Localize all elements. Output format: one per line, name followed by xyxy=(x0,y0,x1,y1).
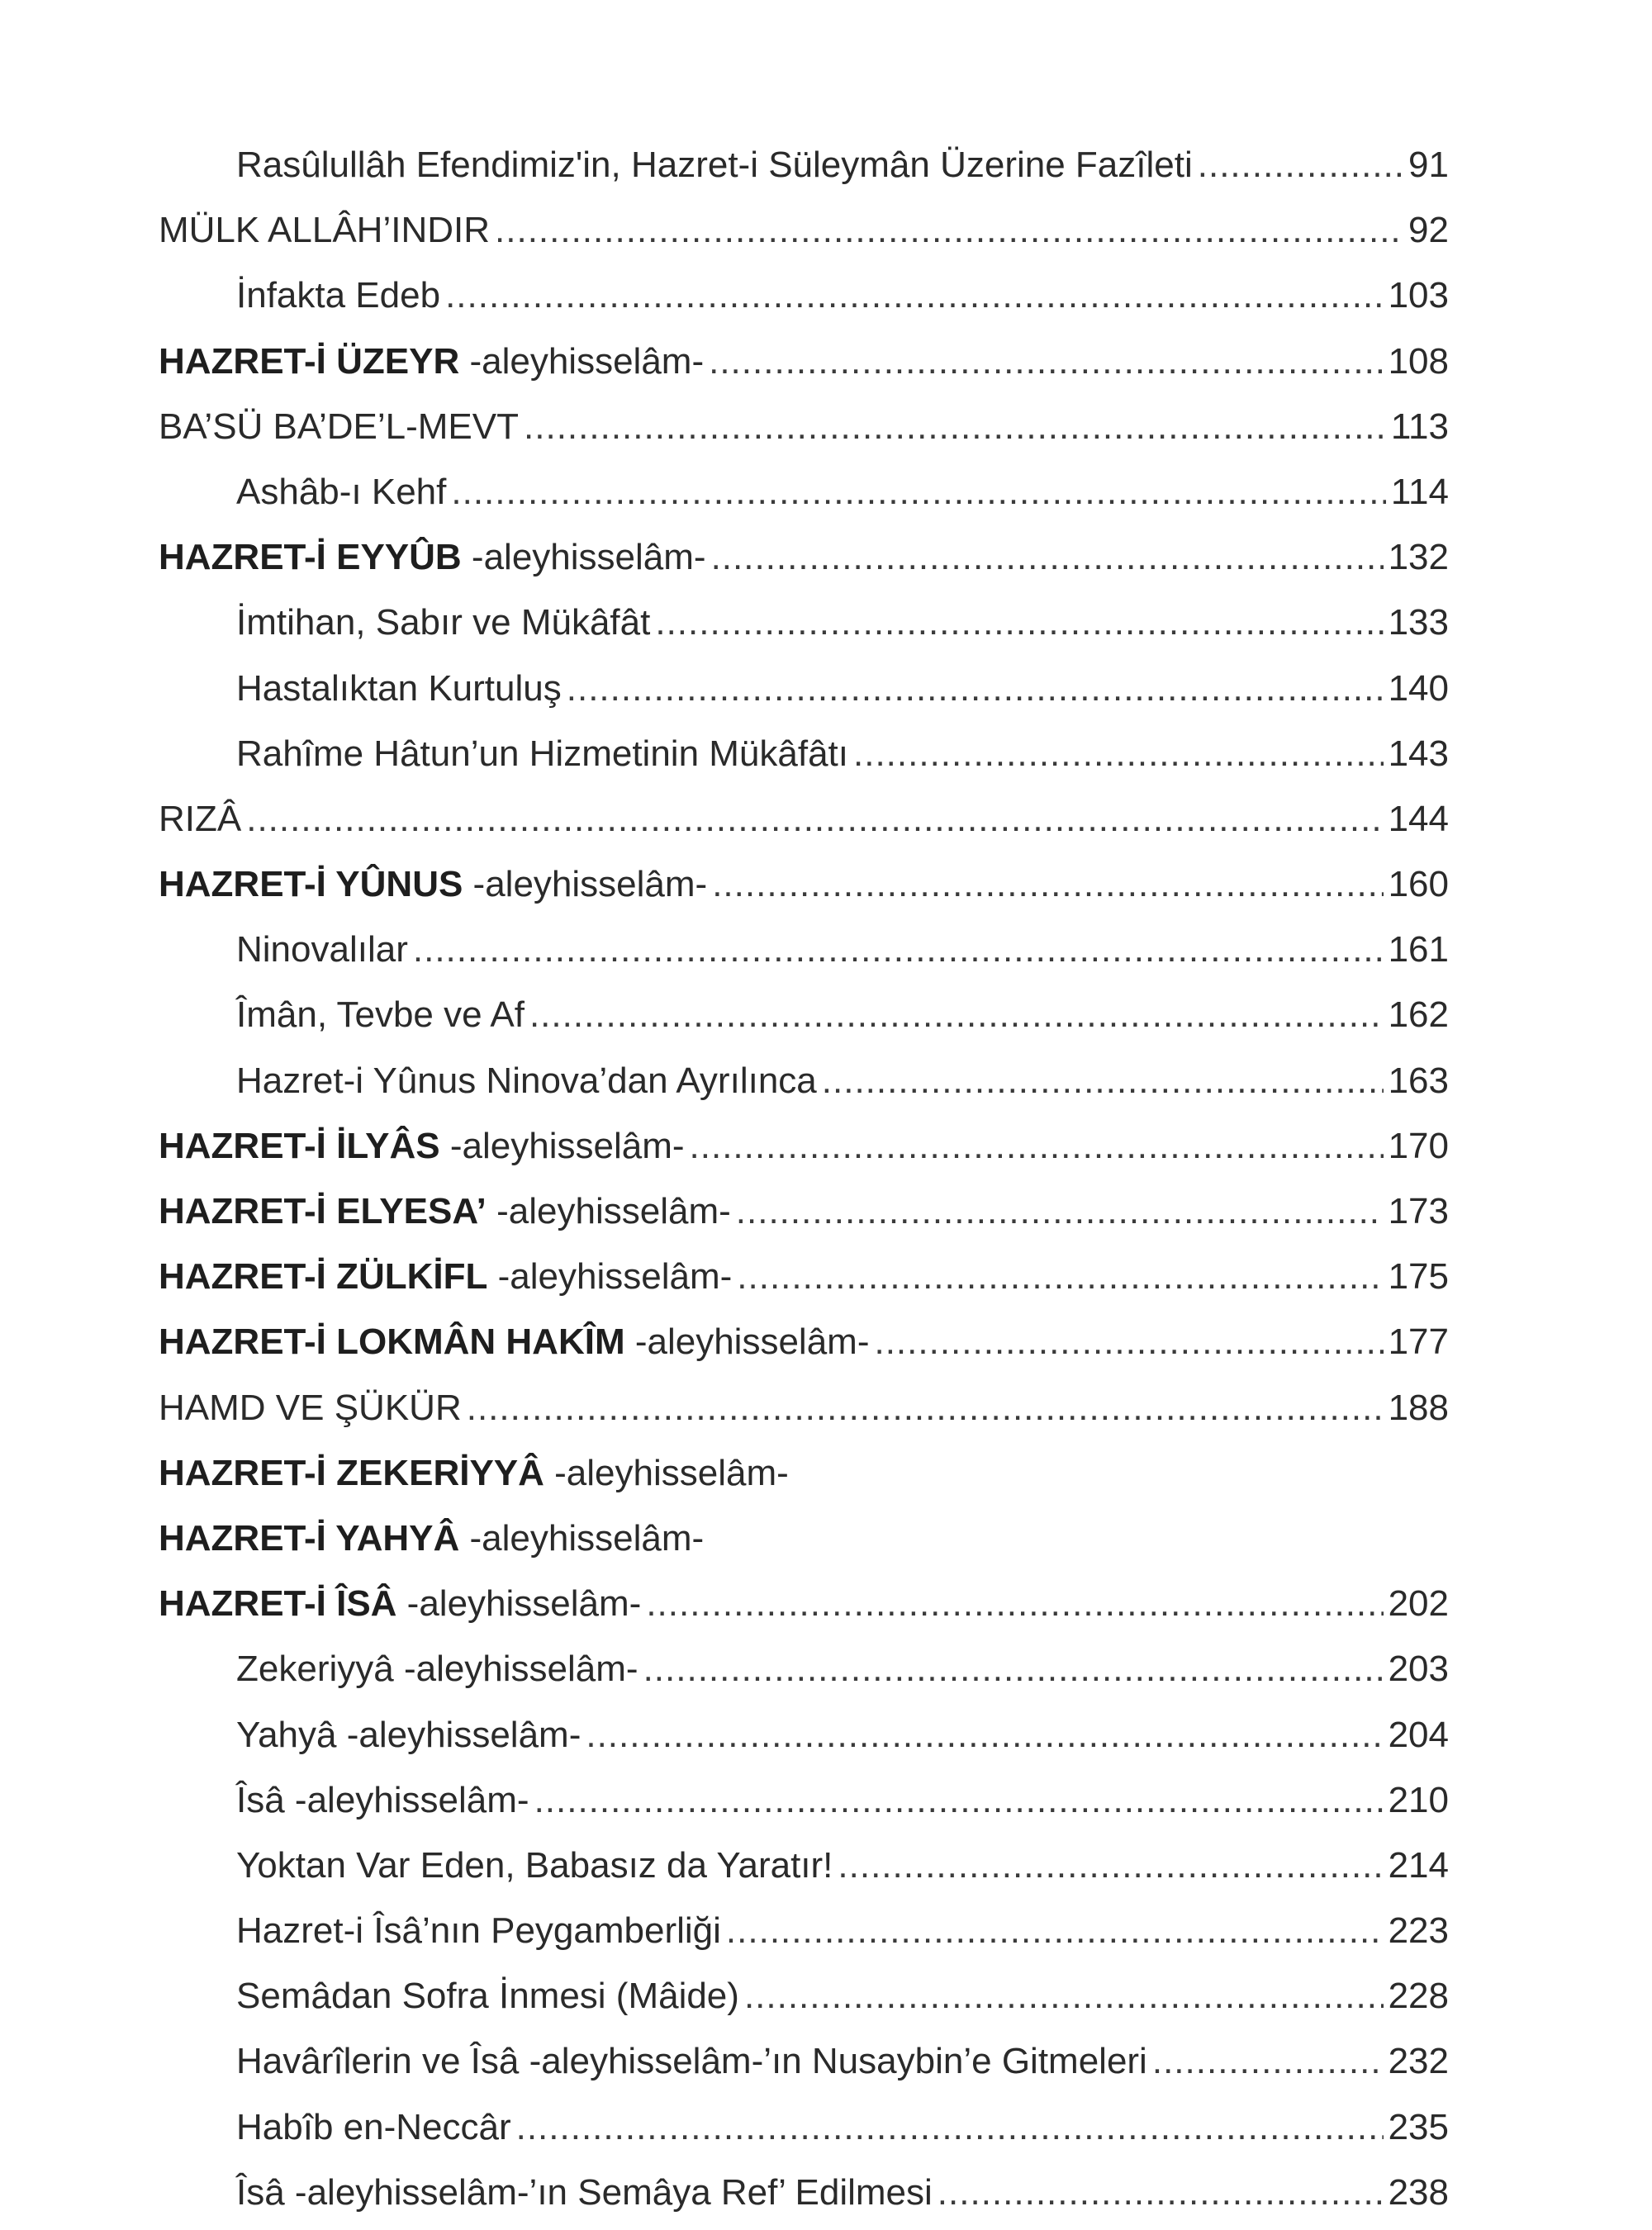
toc-entry xyxy=(159,2095,1449,2160)
entry-title-normal: Rasûlullâh Efendimiz'in, Hazret-i Süleymân Üzerine Fazîleti xyxy=(236,145,1193,185)
dot-leader xyxy=(853,721,1384,786)
entry-title xyxy=(236,1048,817,1113)
entry-title xyxy=(236,982,525,1047)
dot-leader xyxy=(874,1309,1383,1374)
entry-title xyxy=(159,329,704,394)
dot-leader xyxy=(736,1179,1384,1244)
entry-title-normal: Ninovalılar xyxy=(236,929,408,970)
entry-title-normal: -aleyhisselâm- xyxy=(439,1125,685,1166)
toc-entry xyxy=(159,1048,1449,1113)
entry-title-normal: -aleyhisselâm- xyxy=(396,1583,642,1625)
page-number: 161 xyxy=(1388,929,1449,970)
page-number: 92 xyxy=(1408,210,1449,251)
dot-leader xyxy=(646,1571,1383,1636)
entry-title xyxy=(236,917,408,982)
dot-leader xyxy=(495,197,1403,263)
entry-title xyxy=(236,2028,1147,2094)
entry-title-bold: HAZRET-İ EYYÛB xyxy=(159,537,462,578)
dot-leader xyxy=(1198,132,1403,197)
toc-entry xyxy=(159,1244,1449,1309)
entry-title xyxy=(236,656,562,721)
entry-title-bold: HAZRET-İ ZÜLKİFL xyxy=(159,1256,488,1298)
dot-leader xyxy=(1152,2028,1384,2094)
page-number: 173 xyxy=(1388,1191,1449,1231)
entry-title-normal: Îsâ -aleyhisselâm-’ın Semâya Ref’ Edilmesi xyxy=(236,2171,933,2213)
entry-title-normal: Yoktan Var Eden, Babasız da Yaratır! xyxy=(236,1844,833,1886)
toc-entry xyxy=(159,459,1449,524)
page-number: 91 xyxy=(1408,145,1449,185)
entry-title xyxy=(159,1244,732,1309)
entry-title xyxy=(236,2095,511,2160)
page-number: 140 xyxy=(1388,667,1449,709)
entry-title-normal: -aleyhisselâm- xyxy=(459,340,705,382)
entry-title xyxy=(159,524,706,590)
toc-entry xyxy=(159,1963,1449,2028)
page-number: 210 xyxy=(1388,1779,1449,1820)
entry-title-normal: Îsâ -aleyhisselâm- xyxy=(236,1779,529,1820)
toc-entry xyxy=(159,1767,1449,1833)
entry-title-normal: Rahîme Hâtun’un Hizmetinin Mükâfâtı xyxy=(236,733,848,774)
toc-entry xyxy=(159,1375,1449,1440)
toc-entry xyxy=(159,1309,1449,1374)
entry-title-normal: -aleyhisselâm- xyxy=(624,1321,870,1363)
entry-title-normal: Îmân, Tevbe ve Af xyxy=(236,994,525,1036)
entry-title-normal: Hastalıktan Kurtuluş xyxy=(236,667,562,709)
toc-entry xyxy=(159,917,1449,982)
toc-entry xyxy=(159,1571,1449,1636)
toc-entry xyxy=(159,132,1449,197)
entry-title-normal: Zekeriyyâ -aleyhisselâm- xyxy=(236,1649,638,1690)
dot-leader xyxy=(737,1244,1383,1309)
page-number: 113 xyxy=(1390,406,1449,447)
entry-title-bold: HAZRET-İ YAHYÂ xyxy=(159,1517,460,1559)
entry-title xyxy=(236,132,1193,197)
dot-leader xyxy=(516,2095,1384,2160)
dot-leader xyxy=(246,786,1383,852)
toc-entry xyxy=(159,1636,1449,1701)
page-number: 238 xyxy=(1388,2171,1449,2213)
toc-entry xyxy=(159,786,1449,852)
dot-leader xyxy=(643,1636,1384,1701)
page-number: 162 xyxy=(1388,994,1449,1036)
entry-title xyxy=(236,263,440,328)
toc-entry xyxy=(159,197,1449,263)
entry-title-normal: RIZÂ xyxy=(159,798,242,839)
entry-title xyxy=(159,1440,789,1506)
page-number: 108 xyxy=(1388,340,1449,382)
dot-leader xyxy=(822,1048,1384,1113)
entry-title-normal: -aleyhisselâm- xyxy=(461,537,706,578)
dot-leader xyxy=(524,394,1386,459)
page-number: 235 xyxy=(1388,2106,1449,2147)
page-number: 203 xyxy=(1388,1649,1449,1690)
entry-title xyxy=(159,852,707,917)
page-number: 188 xyxy=(1388,1387,1449,1428)
page-number: 223 xyxy=(1388,1910,1449,1952)
toc-entry xyxy=(159,1179,1449,1244)
table-of-contents xyxy=(159,132,1449,2225)
toc-entry xyxy=(159,329,1449,394)
page-number: 214 xyxy=(1388,1844,1449,1886)
toc-entry xyxy=(159,524,1449,590)
entry-title xyxy=(236,459,446,524)
dot-leader xyxy=(712,852,1383,917)
page-number: 160 xyxy=(1388,864,1449,905)
entry-title-bold: HAZRET-İ ÎSÂ xyxy=(159,1583,397,1625)
dot-leader xyxy=(711,524,1384,590)
entry-title-bold: HAZRET-İ ZEKERİYYÂ xyxy=(159,1452,544,1493)
dot-leader xyxy=(586,1702,1383,1767)
entry-title xyxy=(236,1898,721,1963)
page-number: 132 xyxy=(1388,537,1449,578)
entry-title-normal: Hazret-i Îsâ’nın Peygamberliği xyxy=(236,1910,721,1952)
dot-leader xyxy=(655,590,1383,655)
dot-leader xyxy=(744,1963,1384,2028)
entry-title-bold: HAZRET-İ ELYESA’ xyxy=(159,1191,487,1231)
entry-title-normal: Semâdan Sofra İnmesi (Mâide) xyxy=(236,1976,739,2017)
dot-leader xyxy=(451,459,1385,524)
entry-title-normal: -aleyhisselâm- xyxy=(463,864,708,905)
entry-title-bold: HAZRET-İ LOKMÂN HAKÎM xyxy=(159,1321,625,1363)
toc-entry xyxy=(159,1440,1449,1506)
entry-title-bold: HAZRET-İ ÜZEYR xyxy=(159,340,460,382)
dot-leader xyxy=(567,656,1384,721)
entry-title-bold: HAZRET-İ YÛNUS xyxy=(159,864,463,905)
entry-title-normal: Ashâb-ı Kehf xyxy=(236,471,447,512)
page-number: 144 xyxy=(1388,798,1449,839)
entry-title xyxy=(236,2160,933,2225)
page-number: 202 xyxy=(1388,1583,1449,1625)
dot-leader xyxy=(467,1375,1384,1440)
dot-leader xyxy=(690,1113,1384,1179)
toc-entry xyxy=(159,1702,1449,1767)
entry-title xyxy=(159,1179,731,1244)
entry-title-normal: HAMD VE ŞÜKÜR xyxy=(159,1387,462,1428)
entry-title xyxy=(236,1702,581,1767)
toc-entry xyxy=(159,263,1449,328)
entry-title xyxy=(236,590,650,655)
toc-entry xyxy=(159,2028,1449,2094)
dot-leader xyxy=(709,329,1383,394)
page-number: 114 xyxy=(1390,471,1449,512)
entry-title xyxy=(236,721,848,786)
entry-title-normal: BA’SÜ BA’DE’L-MEVT xyxy=(159,406,520,447)
toc-entry xyxy=(159,656,1449,721)
entry-title xyxy=(159,1113,685,1179)
entry-title-normal: Hazret-i Yûnus Ninova’dan Ayrılınca xyxy=(236,1060,817,1101)
entry-title-bold: HAZRET-İ İLYÂS xyxy=(159,1125,440,1166)
entry-title-normal: İmtihan, Sabır ve Mükâfât xyxy=(236,602,651,643)
toc-entry xyxy=(159,1833,1449,1898)
page-number: 133 xyxy=(1388,602,1449,643)
dot-leader xyxy=(445,263,1384,328)
page-number: 143 xyxy=(1388,733,1449,774)
toc-entry xyxy=(159,394,1449,459)
entry-title-normal: MÜLK ALLÂH’INDIR xyxy=(159,210,491,251)
entry-title xyxy=(236,1963,739,2028)
toc-entry xyxy=(159,590,1449,655)
entry-title-normal: Yahyâ -aleyhisselâm- xyxy=(236,1714,582,1755)
page-number: 232 xyxy=(1388,2041,1449,2082)
page-number: 228 xyxy=(1388,1976,1449,2017)
toc-entry xyxy=(159,2160,1449,2225)
entry-title xyxy=(236,1767,529,1833)
dot-leader xyxy=(529,982,1384,1047)
page-number: 103 xyxy=(1388,275,1449,316)
entry-title-normal: -aleyhisselâm- xyxy=(544,1452,789,1493)
entry-title xyxy=(159,1375,462,1440)
page-number: 204 xyxy=(1388,1714,1449,1755)
page-number: 163 xyxy=(1388,1060,1449,1101)
entry-title xyxy=(159,1571,641,1636)
dot-leader xyxy=(838,1833,1383,1898)
entry-title xyxy=(159,197,490,263)
entry-title-normal: -aleyhisselâm- xyxy=(486,1191,731,1231)
entry-title xyxy=(159,1506,704,1571)
entry-title-normal: Habîb en-Neccâr xyxy=(236,2106,511,2147)
entry-title-normal: -aleyhisselâm- xyxy=(487,1256,733,1298)
entry-title xyxy=(159,1309,869,1374)
entry-title xyxy=(159,786,241,852)
entry-title xyxy=(159,394,519,459)
entry-title-normal: Havârîlerin ve Îsâ -aleyhisselâm-’ın Nusaybin’e Gitmeleri xyxy=(236,2041,1147,2082)
page-number: 175 xyxy=(1388,1256,1449,1298)
toc-entry xyxy=(159,1113,1449,1179)
dot-leader xyxy=(534,1767,1384,1833)
toc-entry xyxy=(159,1506,1449,1571)
entry-title xyxy=(236,1833,833,1898)
entry-title xyxy=(236,1636,638,1701)
page-number: 170 xyxy=(1388,1125,1449,1166)
dot-leader xyxy=(413,917,1384,982)
entry-title-normal: İnfakta Edeb xyxy=(236,275,441,316)
toc-entry xyxy=(159,1898,1449,1963)
dot-leader xyxy=(938,2160,1384,2225)
toc-entry xyxy=(159,982,1449,1047)
toc-entry xyxy=(159,721,1449,786)
entry-title-normal: -aleyhisselâm- xyxy=(459,1517,705,1559)
page-number: 177 xyxy=(1388,1321,1449,1363)
dot-leader xyxy=(726,1898,1384,1963)
toc-entry xyxy=(159,852,1449,917)
